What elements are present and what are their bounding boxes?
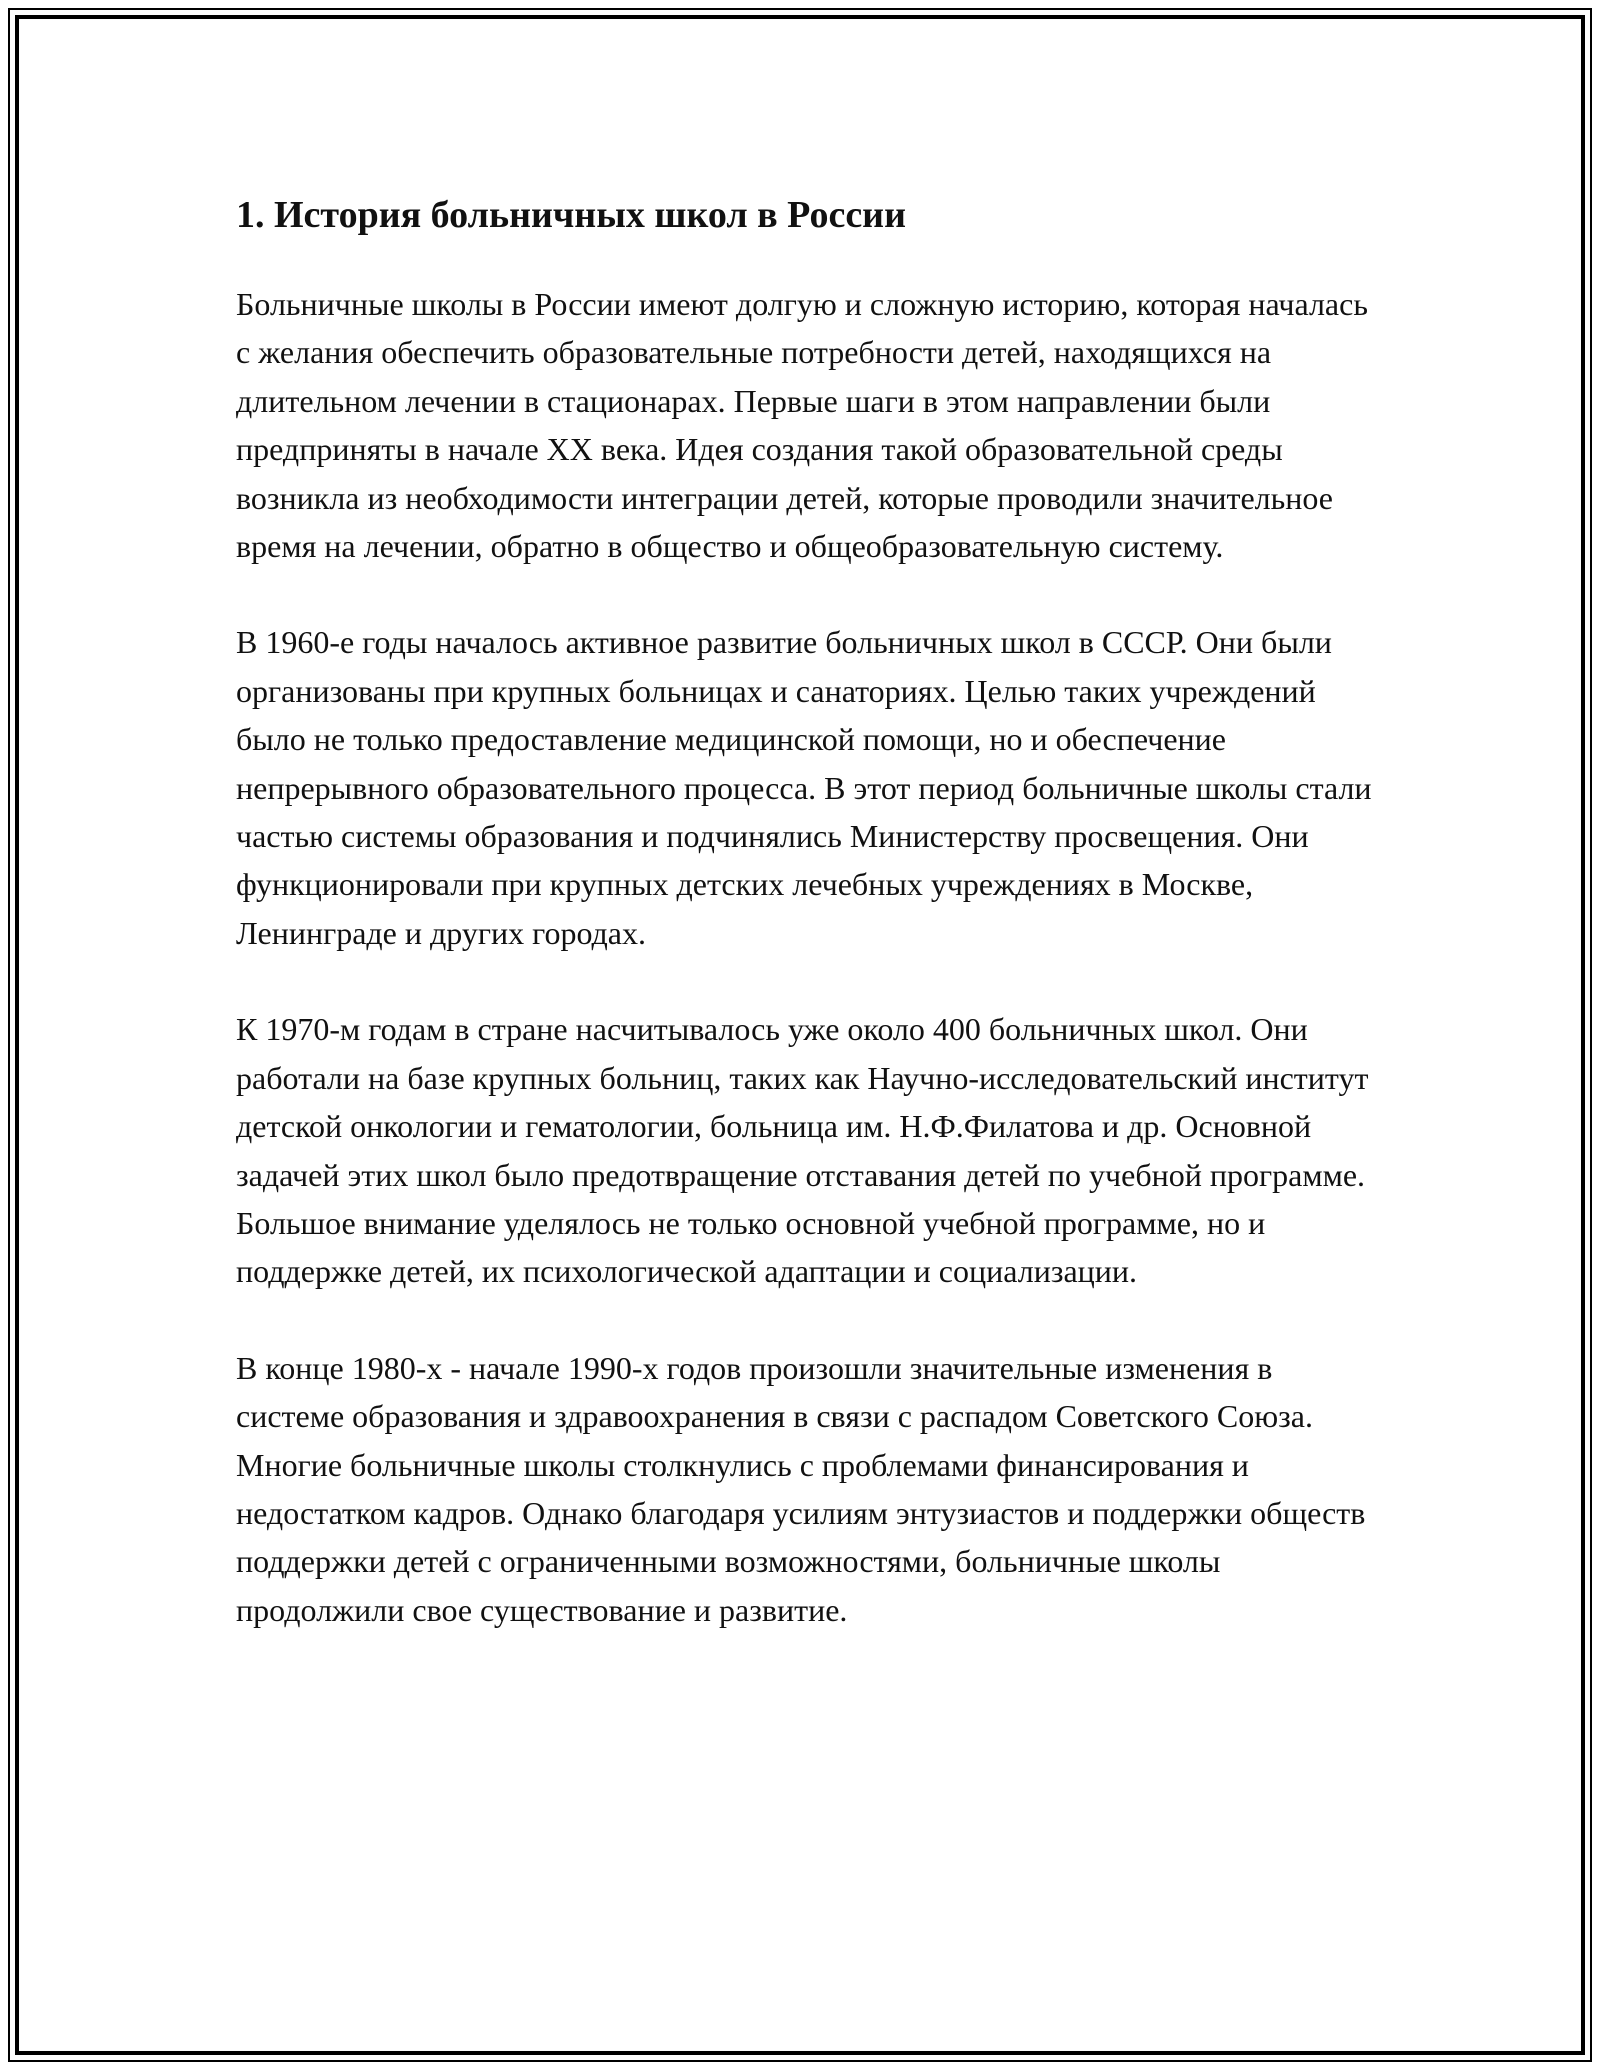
paragraph-4: В конце 1980-х - начале 1990-х годов произошли значительные изменения в системе образования и здравоохранения в связи с распадом Советского Союза. Многие больничные школы столкнулись с проблемами финансирования и недостатком кадров. Однако благодаря усилиям энтузиастов и поддержки обществ поддержки детей с ограниченными возможностями, больничные школы продолжили свое существование и развитие. [236, 1349, 1366, 1628]
paragraph-2: В 1960-е годы началось активное развитие больничных школ в СССР. Они были организованы при крупных больницах и санаториях. Целью таких учреждений было не только предоставление медицинской помощи, но и обеспечение непрерывного образовательного процесса. В этот период больничные школы стали частью системы образования и подчинялись Министерству просвещения. Они функционировали при крупных детских лечебных учреждениях в Москве, Ленинграде и других городах. [236, 624, 1372, 951]
paragraph-3: К 1970-м годам в стране насчитывалось уже около 400 больничных школ. Они работали на базе крупных больниц, таких как Научно-исследовательский институт детской онкологии и гематологии, больница им. Н.Ф.Филатова и др. Основной задачей этих школ было предотвращение отставания детей по учебной программе. Большое внимание уделялось не только основной учебной программе, но и поддержке детей, их психологической адаптации и социализации. [236, 1011, 1369, 1290]
section-title: 1. История больничных школ в России [236, 194, 906, 236]
paragraph-1: Больничные школы в России имеют долгую и сложную историю, которая началась с желания обеспечить образовательные потребности детей, находящихся на длительном лечении в стационарах. Первые шаги в этом направлении были предприняты в начале XX века. Идея создания такой образовательной среды возникла из необходимости интеграции детей, которые проводили значительное время на лечении, обратно в общество и общеобразовательную систему. [236, 286, 1368, 565]
document-body [236, 188, 1386, 1682]
